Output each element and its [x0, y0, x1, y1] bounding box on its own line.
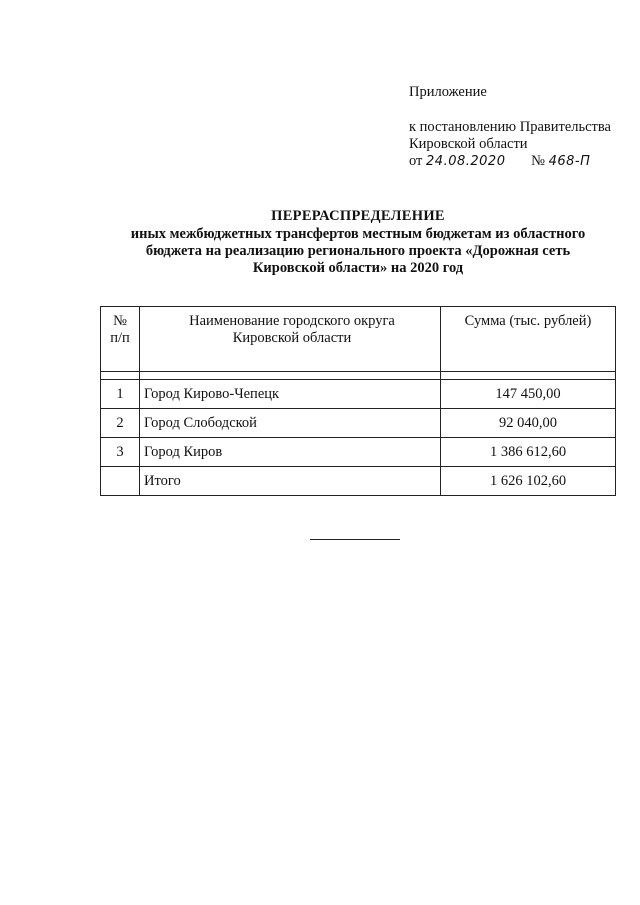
total-sum: 1 626 102,60 — [441, 467, 616, 496]
heading-line-2: бюджета на реализацию регионального проекта «Дорожная сеть — [145, 243, 571, 259]
table-row — [101, 380, 616, 409]
header-num-line-1: № — [113, 313, 127, 329]
header-num — [101, 307, 140, 372]
appendix-title: Приложение — [409, 84, 487, 100]
header-num-line-2: п/п — [110, 330, 130, 346]
spacer-cell — [140, 372, 441, 380]
document-heading — [100, 208, 616, 277]
table-total-row — [101, 467, 616, 496]
row-num: 3 — [101, 438, 140, 467]
table-row — [101, 438, 616, 467]
row-num: 1 — [101, 380, 140, 409]
row-name: Город Слободской — [140, 409, 441, 438]
table-spacer-row — [101, 372, 616, 380]
header-name — [140, 307, 441, 372]
row-sum: 147 450,00 — [441, 380, 616, 409]
spacer-cell — [101, 372, 140, 380]
appendix-resolution-line: к постановлению Правительства — [409, 119, 611, 135]
spacer-cell — [441, 372, 616, 380]
number-label: № — [531, 153, 545, 169]
row-num: 2 — [101, 409, 140, 438]
handwritten-date: 24.08.2020 — [426, 154, 506, 169]
row-sum: 92 040,00 — [441, 409, 616, 438]
appendix-block — [409, 84, 611, 170]
heading-line-3: Кировской области» на 2020 год — [252, 260, 464, 276]
header-name-line-1: Наименование городского округа — [189, 313, 395, 329]
heading-line-1: иных межбюджетных трансфертов местным бюджетам из областного — [130, 226, 586, 242]
from-label: от — [409, 153, 423, 169]
total-num — [101, 467, 140, 496]
budget-table — [100, 306, 616, 496]
heading-title: ПЕРЕРАСПРЕДЕЛЕНИЕ — [271, 208, 445, 224]
total-label: Итого — [140, 467, 441, 496]
handwritten-number: 468-П — [548, 154, 591, 169]
header-name-line-2: Кировской области — [232, 330, 352, 346]
closing-rule — [310, 539, 400, 540]
appendix-date-number-line — [409, 153, 611, 170]
row-name: Город Киров — [140, 438, 441, 467]
row-sum: 1 386 612,60 — [441, 438, 616, 467]
row-name: Город Кирово-Чепецк — [140, 380, 441, 409]
table-row — [101, 409, 616, 438]
table-header-row — [101, 307, 616, 372]
header-sum: Сумма (тыс. рублей) — [441, 307, 616, 372]
appendix-region-line: Кировской области — [409, 136, 528, 152]
